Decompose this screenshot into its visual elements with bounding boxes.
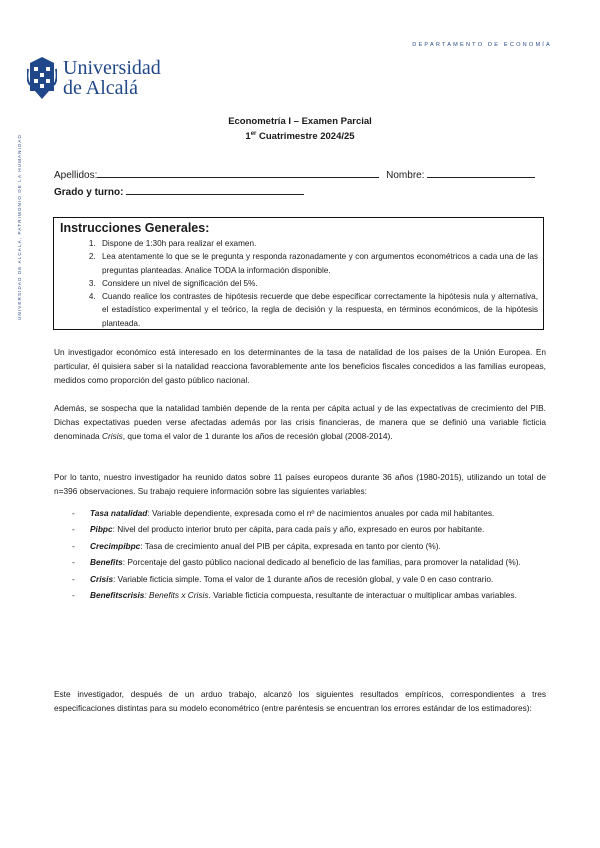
variable-description: : Variable dependiente, expresada como el nº de nacimientos anuales por cada mil habitantes. [147,508,495,518]
university-crest-icon [27,55,57,101]
name-fields-row [54,168,535,181]
paragraph-2 [54,401,546,444]
variable-description: : Nivel del producto interior bruto per cápita, para cada país y año, expresado en euros por habitante. [112,524,485,535]
title-line-1: Econometría I – Examen Parcial [228,116,372,127]
variable-name: Crisis [90,573,114,584]
variable-description: . Variable ficticia compuesta, resultante de interactuar o multiplicar ambas variables. [208,589,517,600]
term-superscript: er [250,131,257,137]
paragraph-1: Un investigador económico está interesado en los determinantes de la tasa de natalidad de los países de la Unión Europea. En particular, él quisiera saber si la natalidad reacciona favorablemente ante los beneficios fiscales concedidos a las familias europeas, medidos como proporción del gasto público nacional. [54,347,546,386]
crisis-term: Crisis [101,431,123,442]
nombre-label: Nombre: [386,170,425,181]
logo-line-1: Universidad [63,57,161,79]
grado-field[interactable] [126,185,304,195]
grado-label: Grado y turno: [54,187,124,198]
instructions-heading: Instrucciones Generales: [60,221,210,235]
grado-row [54,185,304,198]
instructions-list [60,237,538,330]
variable-description: : Tasa de crecimiento anual del PIB per cápita, expresada en tanto por ciento (%). [140,540,441,551]
department-label: DEPARTAMENTO DE ECONOMÍA [412,42,552,48]
instruction-item: 4. Cuando realice los contrastes de hipótesis recuerde que debe especificar correctamente la hipótesis nula y alternativa, el estadístico experimental y el teórico, la regla de decisión y la respuesta, en términos económicos, de la hipótesis planteada. [98,290,538,330]
variable-name: Pibpc [90,524,113,535]
variable-name: Crecimpibpc [90,540,141,551]
variable-item [72,539,546,553]
logo-line-2: de Alcalá [63,77,138,99]
variable-item [72,555,546,569]
variable-formula: : Benefits x Crisis [144,589,209,600]
variable-name: Benefitscrisis [90,589,145,600]
variable-item [72,572,546,586]
side-text: UNIVERSIDAD DE ALCALÁ, PATRIMONIO DE LA HUMANIDAD [17,134,22,320]
variable-name: Tasa natalidad [90,508,148,518]
variable-item [72,506,546,520]
instructions-box [53,217,544,330]
variable-item [72,522,546,536]
paragraph-2-text-a: Además, se sospecha que la natalidad también depende de la renta per cápita actual y de las expectativas de crecimiento del PIB. Dichas expectativas pueden verse afectadas además por las crisis financieras, de manera que se definió una variable ficticia denominada [54,403,546,442]
term-number: 1 [245,131,251,143]
nombre-field[interactable] [427,168,535,178]
paragraph-3: Por lo tanto, nuestro investigador ha reunido datos sobre 11 países europeos durante 36 años (1980-2015), utilizando un total de n=396 observaciones. Su trabajo requiere información sobre las siguientes variables: [54,472,546,497]
variable-name: Benefits [90,557,123,568]
variable-description: : Variable ficticia simple. Toma el valor de 1 durante años de recesión global, y vale 0 en caso contrario. [113,573,494,584]
variables-list [72,506,546,604]
title-line-2 [0,128,600,143]
variable-item [72,588,546,602]
instruction-item: 3. Considere un nivel de significación del 5%. [98,277,538,290]
instruction-item: 2. Lea atentamente lo que se le pregunta y responda razonadamente y con argumentos econométricos a cada una de las preguntas planteadas. Analice TODA la información disponible. [98,250,538,277]
variable-description: : Porcentaje del gasto público nacional dedicado al beneficio de las familias, para promover la natalidad (%). [122,557,521,568]
instruction-item: 1. Dispone de 1:30h para realizar el examen. [98,237,538,250]
apellidos-label: Apellidos: [54,170,98,181]
exam-title [0,115,600,143]
term-text: Cuatrimestre 2024/25 [256,131,355,143]
paragraph-4: Este investigador, después de un arduo trabajo, alcanzó los siguientes resultados empíricos, correspondientes a tres especificaciones distintas para su modelo econométrico (entre paréntesis se encuentran los errores estándar de los estimadores): [54,689,546,714]
apellidos-field[interactable] [97,168,379,178]
paragraph-2-text-b: , que toma el valor de 1 durante los años de recesión global (2008-2014). [122,431,393,442]
university-logo [27,55,161,101]
